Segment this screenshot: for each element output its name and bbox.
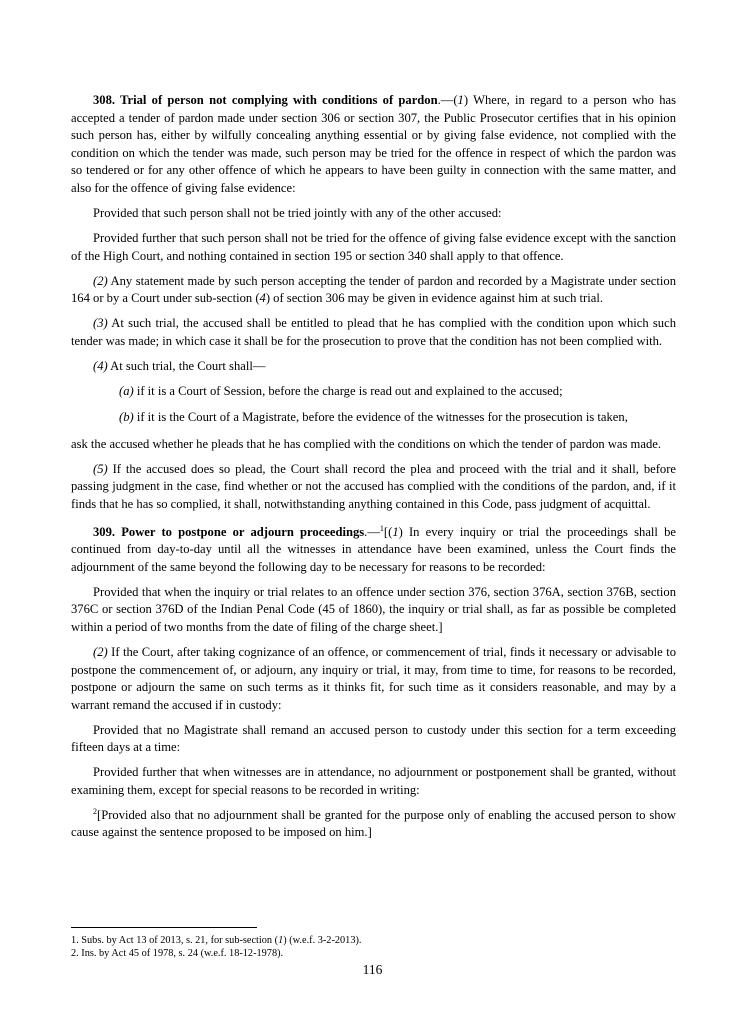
page-number: 116 <box>362 962 383 977</box>
footnotes <box>71 934 676 960</box>
footnote-2: 2. Ins. by Act 45 of 1978, s. 24 (w.e.f. 18-12-1978). <box>71 948 284 959</box>
footnote-mark-2: 2 <box>93 806 97 816</box>
section-309-heading: 309. Power to postpone or adjourn proceedings <box>93 524 365 539</box>
footnote-divider <box>71 927 257 928</box>
section-308-subsection-3: (3) At such trial, the accused shall be entitled to plead that he has complied with the condition upon which such tender was made; in which case it shall be for the prosecution to prove that the condition has not been complied with. <box>71 316 676 348</box>
section-309-proviso-1: Provided that when the inquiry or trial relates to an offence under section 376, section 376A, section 376B, section 376C or section 376D of the Indian Penal Code (45 of 1860), the inquiry or trial shall, as far as possible be completed within a period of two months from the date of filing of the charge sheet.] <box>71 584 676 634</box>
section-309-subsection-2: (2) If the Court, after taking cognizance of an offence, or commencement of trial, finds it necessary or advisable to postpone the commencement of, or adjourn, any inquiry or trial, it may, from time to time, for reasons to be recorded, postpone or adjourn the same on such terms as it thinks fit, for such time as it considers reasonable, and may by a warrant remand the accused if in custody: <box>71 644 676 712</box>
clause-b: (b) if it is the Court of a Magistrate, before the evidence of the witnesses for the prosecution is taken, <box>119 410 628 425</box>
footnote-mark-1: 1 <box>379 523 384 533</box>
section-308-subsection-5: (5) If the accused does so plead, the Court shall record the plea and proceed with the trial and it shall, before passing judgment in the case, find whether or not the accused has complied with the conditions of the pardon, and, if it finds that he has so complied, it shall, notwithstanding anything contained in this Code, pass judgment of acquittal. <box>71 461 676 512</box>
section-308-proviso-2: Provided further that such person shall not be tried for the offence of giving false evidence except with the sanction of the High Court, and nothing contained in section 195 or section 340 shall apply to that offence. <box>71 230 676 263</box>
section-309-intro: 309. Power to postpone or adjourn proceedings.—$^1$[(1) In every inquiry or trial the proceedings shall be continued from day-to-day until all the witnesses in attendance have been examined, unless the Court finds the adjournment of the same beyond the following day to be necessary for reasons to be recorded: <box>71 523 676 574</box>
section-309-proviso-3: Provided further that when witnesses are in attendance, no adjournment or postponement shall be granted, without examining them, except for special reasons to be recorded in writing: <box>71 765 676 797</box>
clause-a: (a) if it is a Court of Session, before the charge is read out and explained to the accused; <box>119 383 563 398</box>
page-body <box>71 92 676 849</box>
footnote-1: 1. Subs. by Act 13 of 2013, s. 21, for sub-section (1) (w.e.f. 3-2-2013). <box>71 935 362 946</box>
section-308-heading: 308. Trial of person not complying with conditions of pardon <box>93 93 438 107</box>
section-308-subsection-4: (4) At such trial, the Court shall— <box>93 358 266 373</box>
section-308-intro: 308. Trial of person not complying with conditions of pardon.—(1) Where, in regard to a person who has accepted a tender of pardon made under section 306 or section 307, the Public Prosecutor certifies that in his opinion such person has, either by wilfully concealing anything essential or by giving false evidence, not complied with the condition on which the tender was made, such person may be tried for the offence in respect of which the pardon was so tendered or for any other offence of which he appears to have been guilty in connection with the same matter, and also for the offence of giving false evidence: <box>71 93 676 195</box>
section-309-proviso-2: Provided that no Magistrate shall remand an accused person to custody under this section for a term exceeding fifteen days at a time: <box>71 722 676 755</box>
section-308-subsection-4-tail: ask the accused whether he pleads that he has complied with the conditions on which the tender of pardon was made. <box>71 436 661 451</box>
section-309-proviso-4: $^2$[Provided also that no adjournment shall be granted for the purpose only of enabling the accused person to show cause against the sentence proposed to be imposed on him.] <box>71 806 676 840</box>
section-308-subsection-2: (2) Any statement made by such person accepting the tender of pardon and recorded by a Magistrate under section 164 or by a Court under sub-section (4) of section 306 may be given in evidence against him at such trial. <box>71 273 676 306</box>
section-308-proviso-1: Provided that such person shall not be tried jointly with any of the other accused: <box>93 205 502 220</box>
